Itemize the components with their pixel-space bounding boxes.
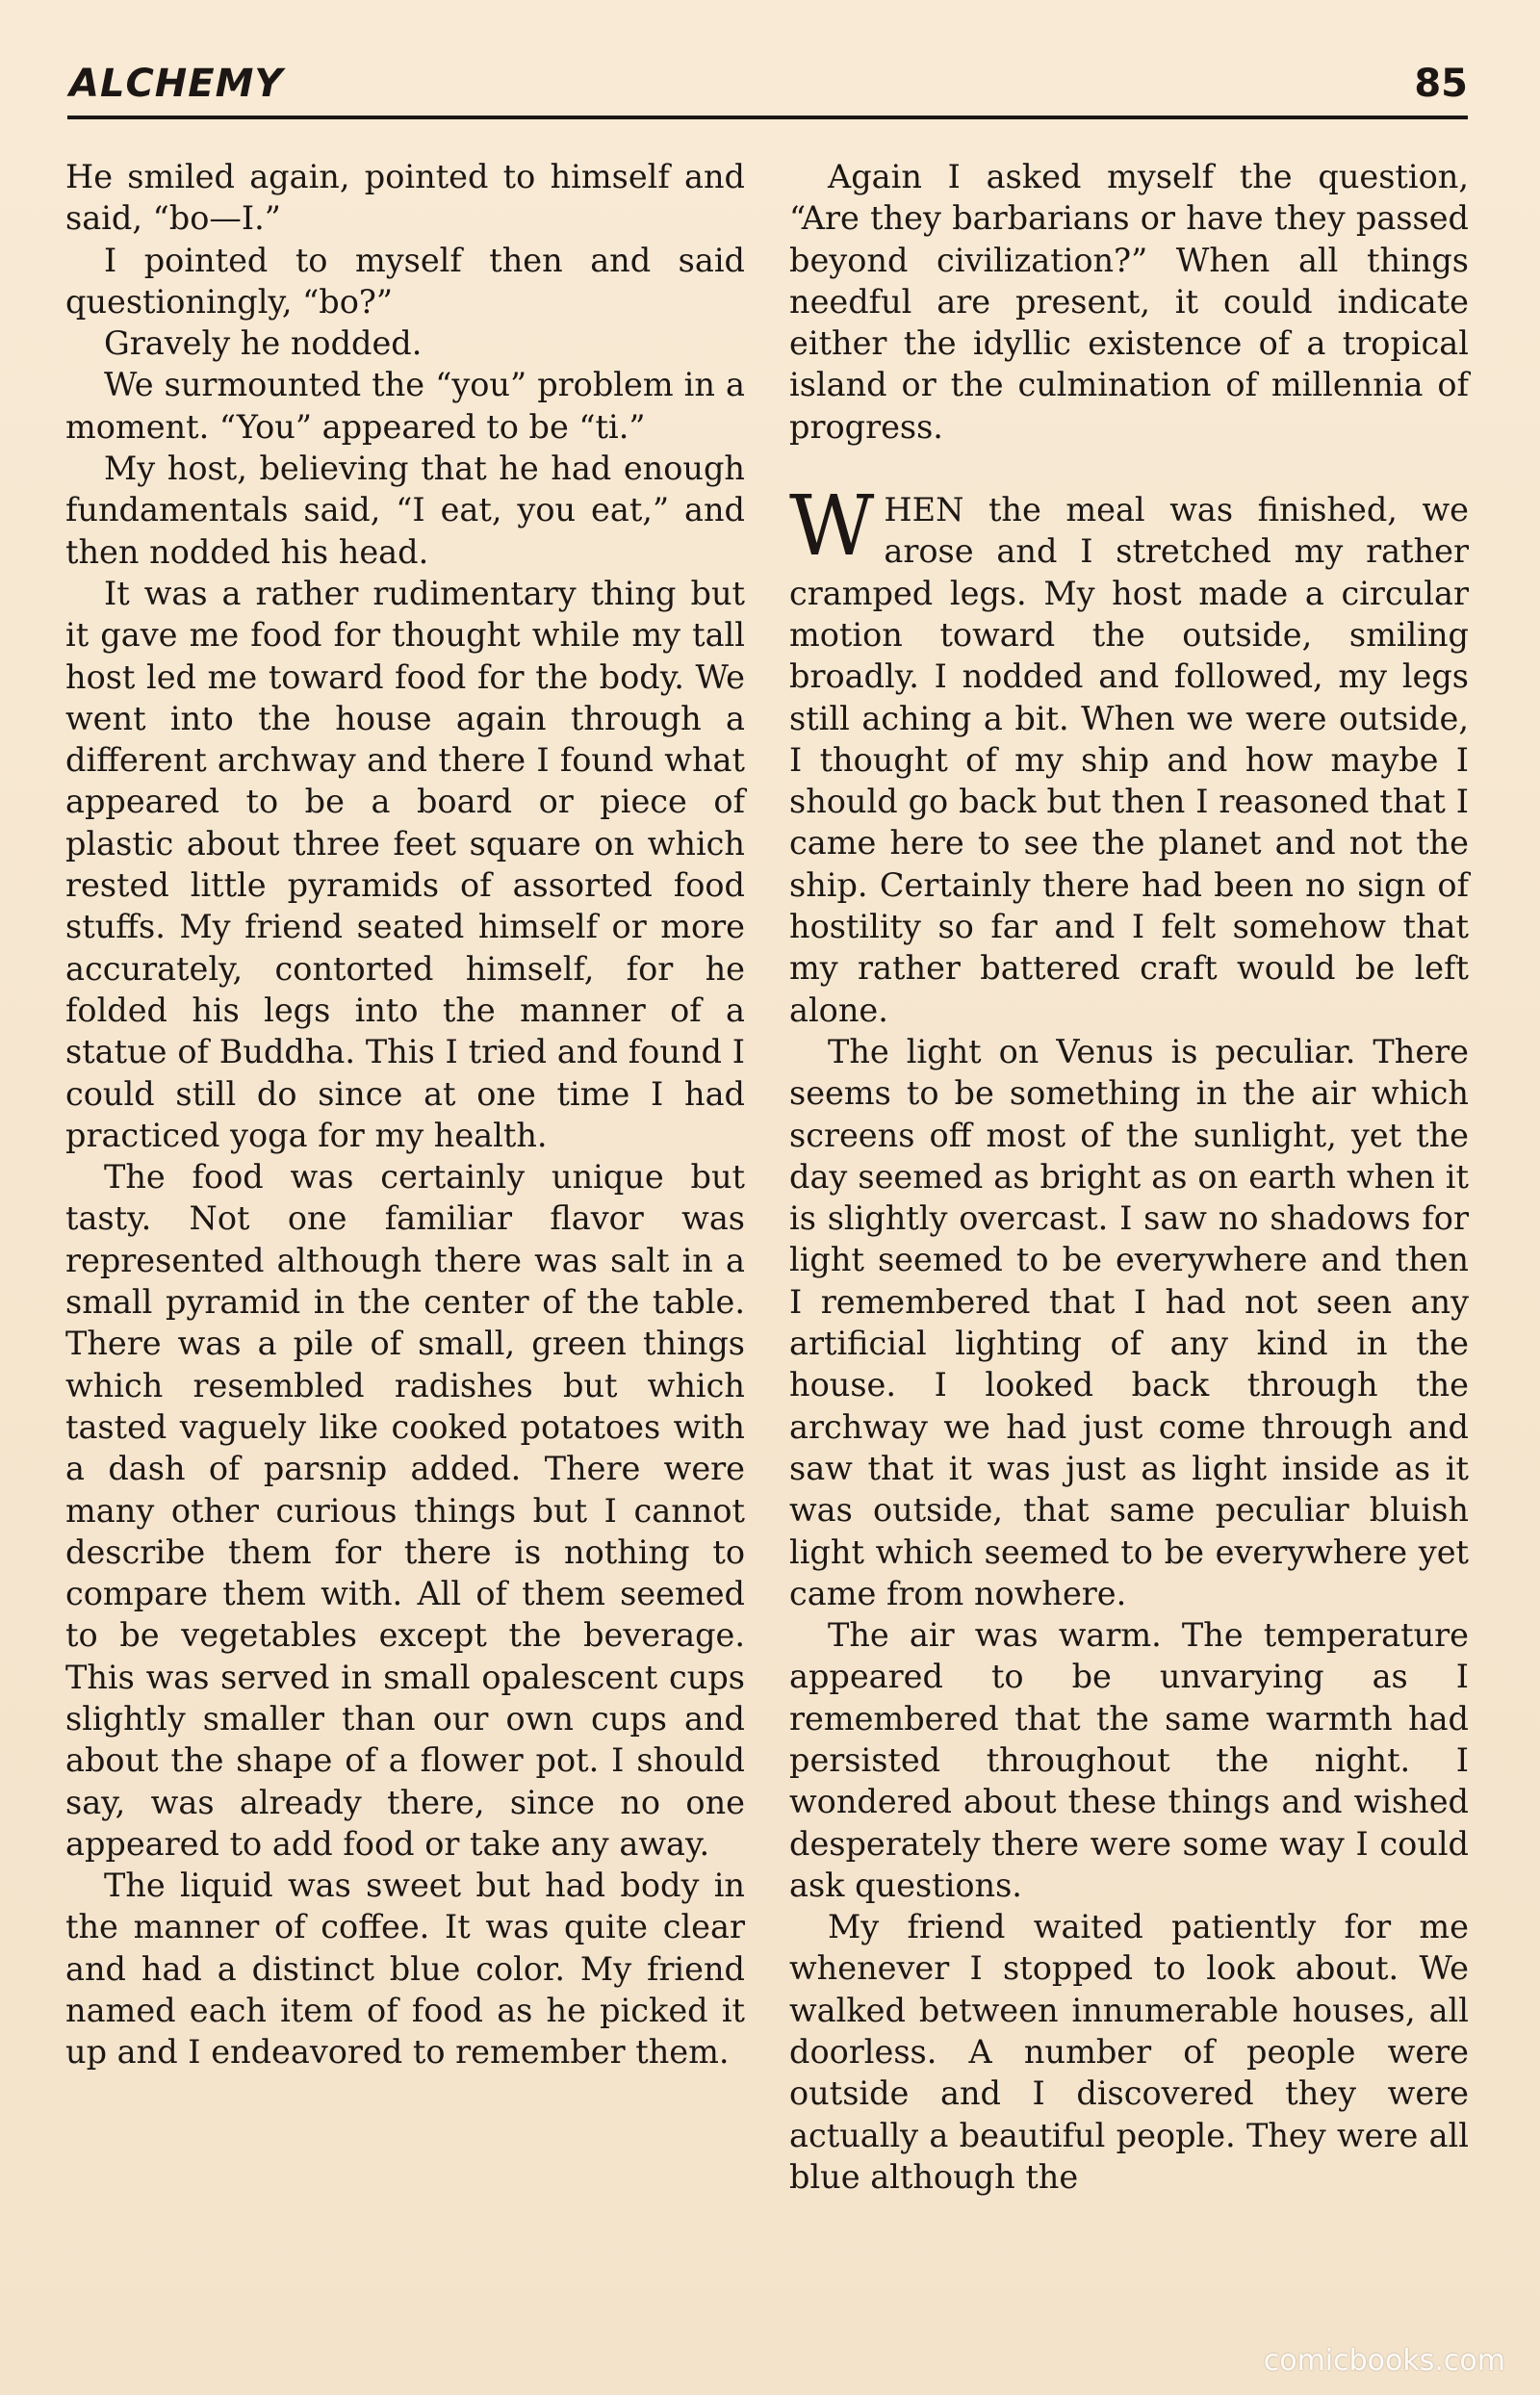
paragraph: It was a rather rudimentary thing but it gave me food for thought while my tall host led me toward food for the body. We went into the house again through a different archway and there I found what appeared to be a board or piece of plastic about three feet square on which rested little pyramids of assorted food stuffs. My friend seated himself or more accurately, contorted himself, for he folded his legs into the manner of a statue of Buddha. This I tried and found I could still do since at one time I had practiced yoga for my health.	[65, 574, 745, 1154]
paragraph-text: HEN the meal was finished, we arose and I stretched my rather cramped legs. My host made a circular motion toward the outside, smiling broadly. I nodded and followed, my legs still aching a bit. When we were outside, I thought of my ship and how maybe I should go back but then I reasoned that I came here to see the planet and not the ship. Certainly there had been no sign of hostility so far and I felt somehow that my rather battered craft would be left alone.	[789, 491, 1469, 1029]
paragraph: My friend waited patiently for me whenever I stopped to look about. We walked between innumerable houses, all doorless. A number of people were outside and I discovered they were actually a beautiful people. They were all blue although the	[789, 1908, 1469, 2196]
watermark: comicbooks.com	[1263, 2344, 1505, 2378]
header-rule	[67, 116, 1468, 119]
left-column	[65, 156, 745, 2073]
paragraph: The liquid was sweet but had body in the manner of coffee. It was quite clear and had a distinct blue color. My friend named each item of food as he picked it up and I endeavored to remember them.	[65, 1867, 745, 2072]
paragraph: He smiled again, pointed to himself and said, “bo—I.”	[65, 158, 745, 238]
paragraph: Gravely he nodded.	[104, 324, 423, 363]
drop-cap: W	[789, 478, 875, 576]
right-column	[789, 156, 1469, 2198]
section-start-paragraph	[789, 478, 1469, 1031]
paragraph: Again I asked myself the question, “Are they barbarians or have they passed beyond civilization?” When all things needful are present, it could indicate either the idyllic existence of a tropical island or the culmination of millennia of progress.	[789, 158, 1469, 446]
paragraph: My host, believing that he had enough fundamentals said, “I eat, you eat,” and then nodded his head.	[65, 450, 745, 571]
page-number: 85	[1414, 62, 1468, 106]
paragraph: We surmounted the “you” problem in a moment. “You” appeared to be “ti.”	[65, 366, 745, 446]
paragraph: The air was warm. The temperature appeared to be unvarying as I remembered that the same warmth had persisted throughout the night. I wondered about these things and wished desperately there were some way I could ask questions.	[789, 1616, 1469, 1904]
page-header	[67, 58, 1468, 119]
paragraph: The food was certainly unique but tasty. Not one familiar flavor was represented although there was salt in a small pyramid in the center of the table. There was a pile of small, green things which resembled radishes but which tasted vaguely like cooked potatoes with a dash of parsnip added. There were many other curious things but I cannot describe them for there is nothing to compare them with. All of them seemed to be vegetables except the beverage. This was served in small opalescent cups slightly smaller than our own cups and about the shape of a flower pot. I should say, was already there, since no one appeared to add food or take any away.	[65, 1158, 745, 1863]
running-head: ALCHEMY	[69, 62, 284, 106]
paragraph: I pointed to myself then and said questioningly, “bo?”	[65, 241, 745, 321]
paragraph: The light on Venus is peculiar. There seems to be something in the air which screens off most of the sunlight, yet the day seemed as bright as on earth when it is slightly overcast. I saw no shadows for light seemed to be everywhere and then I remembered that I had not seen any artificial lighting of any kind in the house. I looked back through the archway we had just come through and saw that it was just as light inside as it was outside, that same peculiar bluish light which seemed to be everywhere yet came from nowhere.	[789, 1032, 1469, 1612]
